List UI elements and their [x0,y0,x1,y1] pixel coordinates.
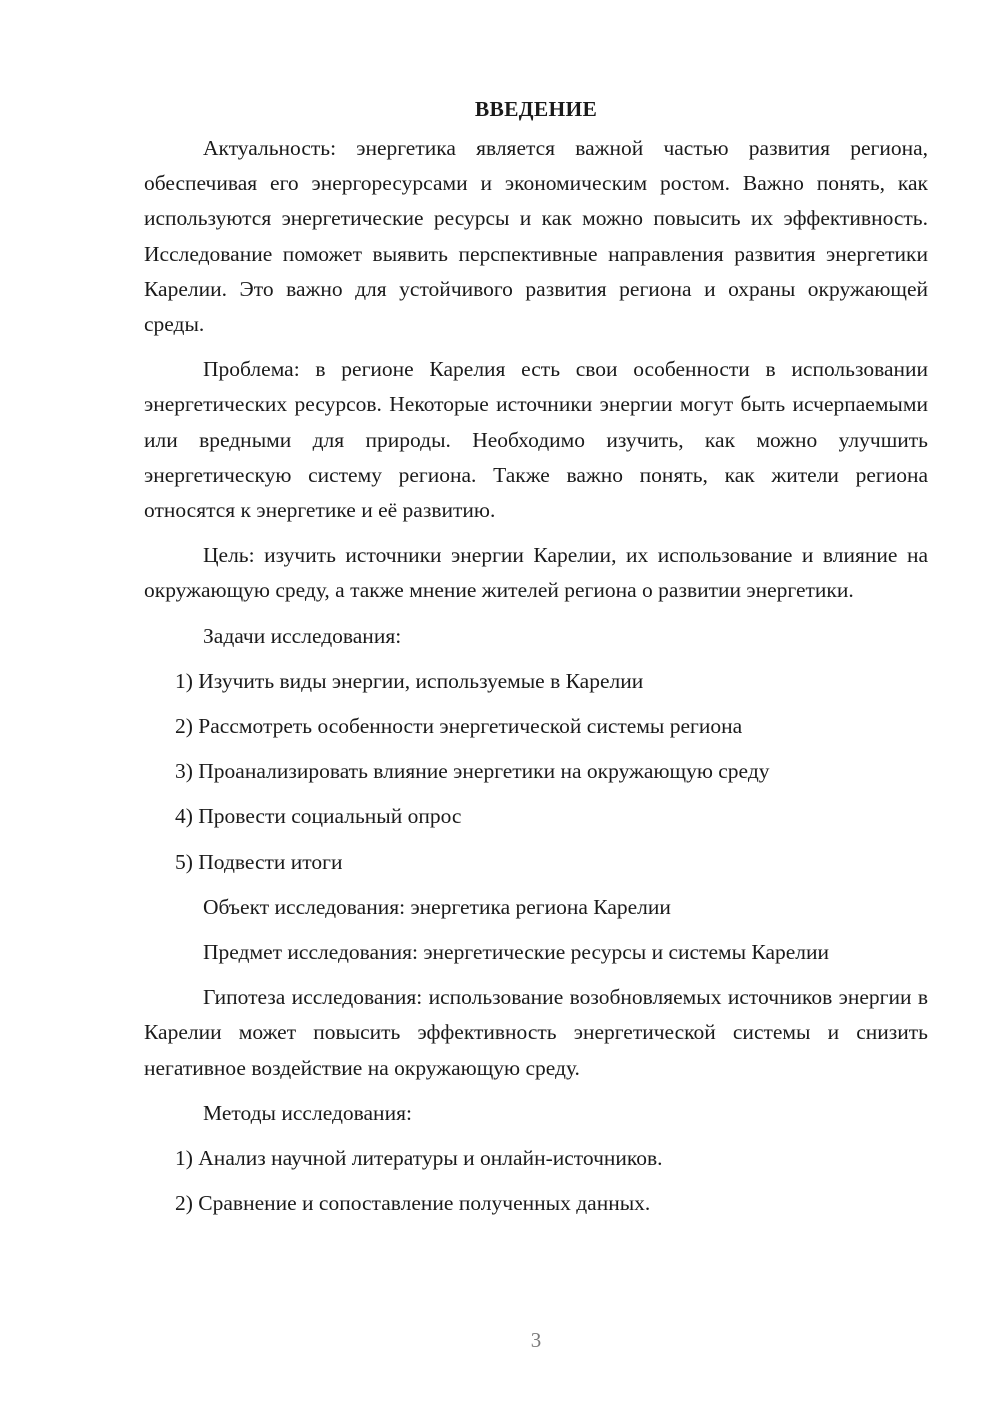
list-item: 5) Подвести итоги [175,849,343,874]
list-item: 2) Сравнение и сопоставление полученных данных. [175,1191,651,1216]
object-line: Объект исследования: энергетика региона Карелии [203,894,671,919]
hypothesis-paragraph: Гипотеза исследования: использование возобновляемых источников энергии в Карелии может повысить эффективность энергетической системы и снизить негативное воздействие на окружающую среду. [144,985,928,1080]
list-item: 4) Провести социальный опрос [175,804,462,829]
list-item: 1) Изучить виды энергии, используемые в Карелии [175,668,644,693]
section-title: ВВЕДЕНИЕ [474,97,598,121]
subject-line: Предмет исследования: энергетические ресурсы и системы Карелии [203,940,830,965]
goal-paragraph: Цель: изучить источники энергии Карелии, их использование и влияние на окружающую среду, а также мнение жителей региона о развитии энергетики. [144,543,928,603]
problem-paragraph: Проблема: в регионе Карелия есть свои особенности в использовании энергетических ресурсов. Некоторые источники энергии могут быть исчерпаемыми или вредными для природы. Необходимо изучить, как можно улучшить энергетическую систему региона. Также важно понять, как жители региона относятся к энергетике и её развитию. [144,357,928,523]
list-item: 3) Проанализировать влияние энергетики на окружающую среду [175,759,770,784]
tasks-heading: Задачи исследования: [203,623,402,648]
list-item: 1) Анализ научной литературы и онлайн-источников. [175,1146,663,1171]
methods-list [144,1141,928,1221]
methods-heading: Методы исследования: [203,1100,412,1125]
page-number: 3 [530,1328,542,1352]
relevance-paragraph: Актуальность: энергетика является важной частью развития региона, обеспечивая его энергоресурсами и экономическим ростом. Важно понять, как используются энергетические ресурсы и как можно повысить их эффективность. Исследование поможет выявить перспективные направления развития энергетики Карелии. Это важно для устойчивого развития региона и охраны окружающей среды. [144,136,928,337]
tasks-list [144,664,928,880]
document-page [144,92,928,1231]
list-item: 2) Рассмотреть особенности энергетической системы региона [175,714,743,739]
